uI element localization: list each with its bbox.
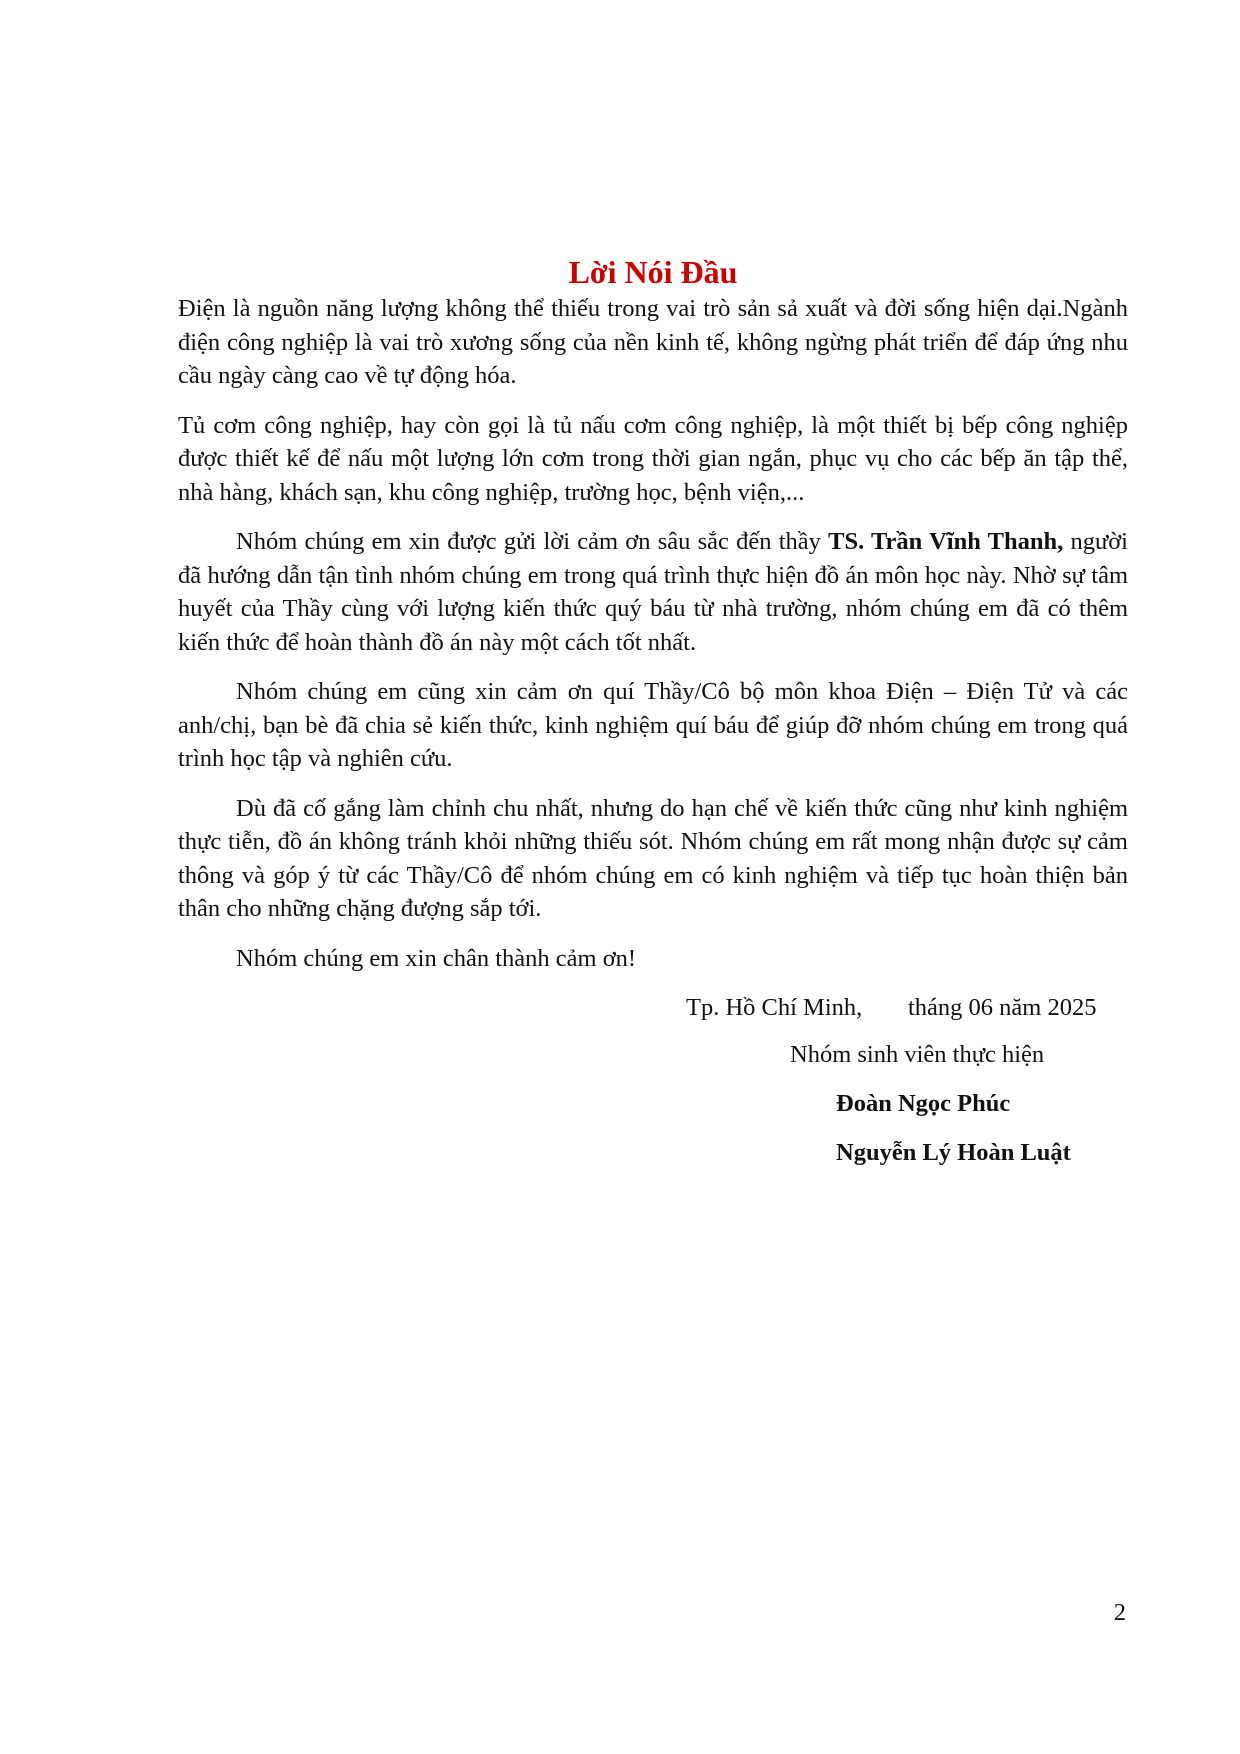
apology-paragraph: Dù đã cố gắng làm chỉnh chu nhất, nhưng do hạn chế về kiến thức cũng như kinh nghiệm thực tiễn, đồ án không tránh khỏi những thiếu sót. Nhóm chúng em rất mong nhận được sự cảm thông và góp ý từ các Thầy/Cô để nhóm chúng em có kinh nghiệm và tiếp tục hoàn thiện bản thân cho những chặng đượng sắp tới. (178, 794, 1128, 922)
document-content (178, 252, 1128, 1191)
advisor-name: TS. Trần Vĩnh Thanh, (828, 528, 1064, 555)
signature-place: Tp. Hồ Chí Minh, (686, 994, 863, 1021)
page-number: 2 (1113, 1599, 1126, 1626)
signature-group-label: Nhóm sinh viên thực hiện (790, 1041, 1045, 1068)
closing-line: Nhóm chúng em xin chân thành cảm ơn! (236, 944, 637, 972)
faculty-thanks-paragraph: Nhóm chúng em cũng xin cảm ơn quí Thầy/Cô bộ môn khoa Điện – Điện Tử và các anh/chị, bạn bè đã chia sẻ kiến thức, kinh nghiệm quí báu để giúp đỡ nhóm chúng em trong quá trình học tập và nghiên cứu. (178, 678, 1128, 772)
student-name: Nguyễn Lý Hoàn Luật (836, 1139, 1071, 1166)
thanks-paragraph (178, 525, 1128, 659)
signature-date: tháng 06 năm 2025 (908, 994, 1097, 1021)
page-title: Lời Nói Đầu (568, 254, 738, 290)
thanks-text-before: Nhóm chúng em xin được gửi lời cảm ơn sâu sắc đến thầy (236, 528, 829, 555)
signature-block (178, 991, 1128, 1191)
intro-paragraph: Điện là nguồn năng lượng không thể thiếu trong vai trò sản sả xuất và đời sống hiện dại.Ngành điện công nghiệp là vai trò xương sống của nền kinh tế, không ngừng phát triển để đáp ứng nhu cầu ngày càng cao về tự động hóa. (178, 295, 1128, 389)
rice-cabinet-paragraph: Tủ cơm công nghiệp, hay còn gọi là tủ nấu cơm công nghiệp, là một thiết bị bếp công nghiệp được thiết kế để nấu một lượng lớn cơm trong thời gian ngắn, phục vụ cho các bếp ăn tập thể, nhà hàng, khách sạn, khu công nghiệp, trường học, bệnh viện,... (178, 411, 1128, 506)
student-name: Đoàn Ngọc Phúc (836, 1090, 1011, 1117)
thanks-text-after: người đã hướng dẫn tận tình nhóm chúng em trong quá trình thực hiện đồ án môn học này. Nhờ sự tâm huyết của Thầy cùng với lượng kiến thức quý báu từ nhà trường, nhóm chúng em đã có thêm kiến thức để hoàn thành đồ án này một cách tốt nhất. (178, 528, 1128, 656)
